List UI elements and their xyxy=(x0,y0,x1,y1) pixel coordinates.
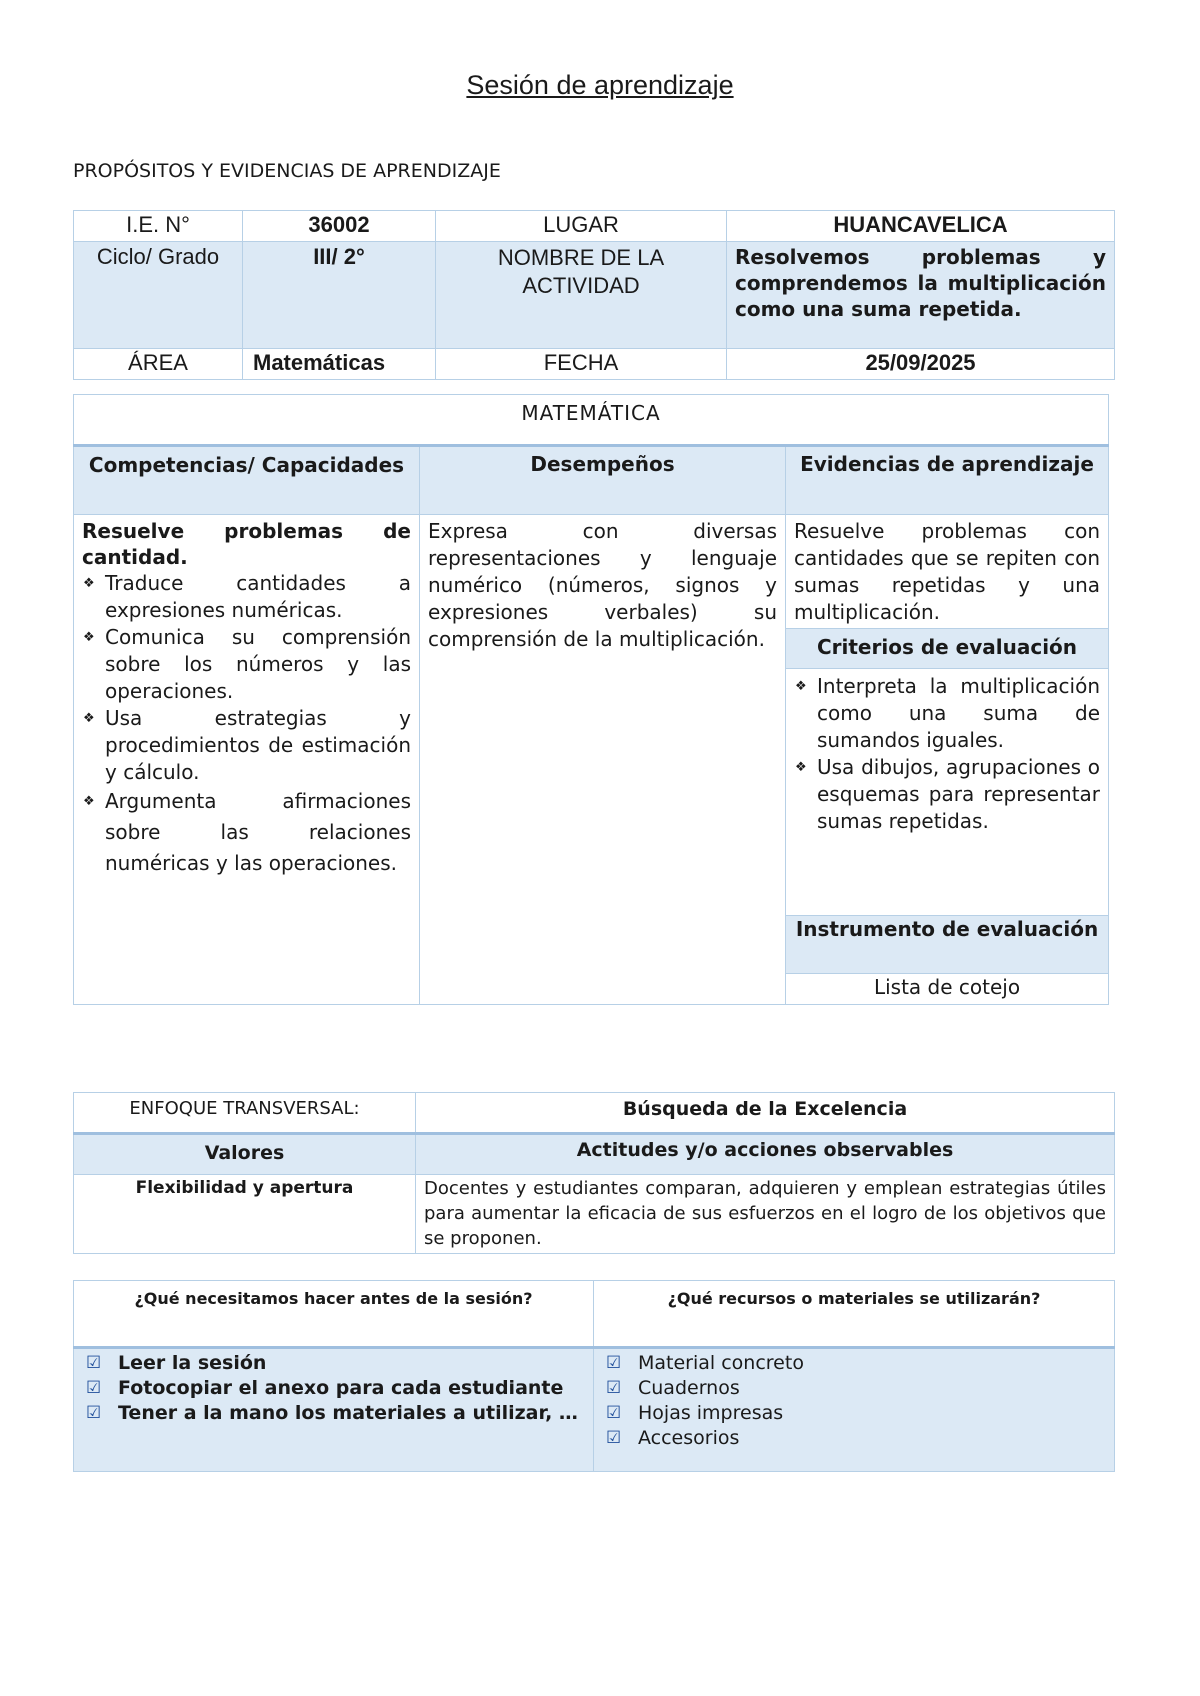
instrumento-header: Instrumento de evaluación xyxy=(786,916,1109,974)
criterio-item: ❖ Usa dibujos, agrupaciones o esquemas para representar sumas repetidas. xyxy=(795,755,1101,833)
checkbox-checked-icon: ☑ xyxy=(606,1378,622,1398)
checkbox-checked-icon: ☑ xyxy=(86,1403,102,1423)
diamond-bullet-icon: ❖ xyxy=(795,760,807,775)
enfoque-value: Búsqueda de la Excelencia xyxy=(416,1093,1115,1134)
actitudes-header: Actitudes y/o acciones observables xyxy=(416,1134,1115,1175)
diamond-bullet-icon: ❖ xyxy=(83,576,95,591)
criterios-list xyxy=(794,673,1100,835)
section-title: PROPÓSITOS Y EVIDENCIAS DE APRENDIZAJE xyxy=(73,160,501,182)
checkbox-checked-icon: ☑ xyxy=(606,1353,622,1373)
capacidad-item: ❖ Traduce cantidades a expresiones numéricas. xyxy=(83,571,411,622)
antes-item: ☑ Leer la sesión xyxy=(86,1352,267,1374)
enfoque-table xyxy=(73,1092,1115,1254)
criterios-cell xyxy=(786,669,1109,916)
diamond-bullet-icon: ❖ xyxy=(83,794,95,809)
checkbox-checked-icon: ☑ xyxy=(86,1353,102,1373)
preparacion-table xyxy=(73,1280,1115,1472)
recursos-cell xyxy=(594,1348,1115,1472)
recursos-header: ¿Qué recursos o materiales se utilizarán? xyxy=(594,1281,1115,1348)
valores-header: Valores xyxy=(74,1134,416,1175)
antes-item: ☑ Tener a la mano los materiales a utilizar, … xyxy=(86,1402,578,1424)
evidencia-cell: Resuelve problemas con cantidades que se repiten con sumas repetidas y una multiplicación. xyxy=(786,515,1109,629)
instrumento-value: Lista de cotejo xyxy=(786,974,1109,1005)
antes-header: ¿Qué necesitamos hacer antes de la sesión? xyxy=(74,1281,594,1348)
ie-label: I.E. N° xyxy=(74,211,243,242)
ciclo-value: III/ 2° xyxy=(243,242,436,349)
actitud-cell: Docentes y estudiantes comparan, adquieren y emplean estrategias útiles para aumentar la eficacia de sus esfuerzos en el logro de los objetivos que se proponen. xyxy=(416,1175,1115,1254)
valor-cell: Flexibilidad y apertura xyxy=(74,1175,416,1254)
checkbox-checked-icon: ☑ xyxy=(606,1428,622,1448)
fecha-value: 25/09/2025 xyxy=(727,349,1115,380)
area-label: ÁREA xyxy=(74,349,243,380)
competencias-header: Competencias/ Capacidades xyxy=(74,446,420,515)
math-header: MATEMÁTICA xyxy=(74,395,1109,446)
actividad-value: Resolvemos problemas y comprendemos la multiplicación como una suma repetida. xyxy=(727,242,1115,349)
recurso-item: ☑ Material concreto xyxy=(606,1352,804,1374)
capacidad-item: ❖ Argumenta afirmaciones sobre las relaciones numéricas y las operaciones. xyxy=(82,786,411,879)
math-table xyxy=(73,394,1109,1005)
recurso-item: ☑ Hojas impresas xyxy=(606,1402,784,1424)
area-value: Matemáticas xyxy=(243,349,436,380)
recurso-item: ☑ Accesorios xyxy=(606,1427,740,1449)
recursos-list xyxy=(602,1351,1106,1451)
capacidades-list xyxy=(82,570,411,879)
info-table xyxy=(73,210,1115,380)
ciclo-label: Ciclo/ Grado xyxy=(74,242,243,349)
evidencias-header: Evidencias de aprendizaje xyxy=(786,446,1109,515)
antes-cell xyxy=(74,1348,594,1472)
diamond-bullet-icon: ❖ xyxy=(795,679,807,694)
capacidad-item: ❖ Usa estrategias y procedimientos de estimación y cálculo. xyxy=(83,706,411,784)
competencias-cell xyxy=(74,515,420,1005)
criterios-header: Criterios de evaluación xyxy=(786,629,1109,669)
criterio-item: ❖ Interpreta la multiplicación como una suma de sumandos iguales. xyxy=(795,674,1101,752)
checkbox-checked-icon: ☑ xyxy=(86,1378,102,1398)
ie-value: 36002 xyxy=(243,211,436,242)
recurso-item: ☑ Cuadernos xyxy=(606,1377,740,1399)
lugar-label: LUGAR xyxy=(436,211,727,242)
enfoque-label: ENFOQUE TRANSVERSAL: xyxy=(74,1093,416,1134)
capacidad-item: ❖ Comunica su comprensión sobre los números y las operaciones. xyxy=(83,625,411,703)
checkbox-checked-icon: ☑ xyxy=(606,1403,622,1423)
actividad-label: NOMBRE DE LA ACTIVIDAD xyxy=(436,242,727,349)
antes-list xyxy=(82,1351,585,1426)
fecha-label: FECHA xyxy=(436,349,727,380)
diamond-bullet-icon: ❖ xyxy=(83,630,95,645)
desempenos-header: Desempeños xyxy=(420,446,786,515)
diamond-bullet-icon: ❖ xyxy=(83,711,95,726)
competencia-title: Resuelve problemas de cantidad. xyxy=(82,519,411,569)
document-title: Sesión de aprendizaje xyxy=(466,70,734,100)
desempeno-cell: Expresa con diversas representaciones y lenguaje numérico (números, signos y expresiones verbales) su comprensión de la multiplicación. xyxy=(420,515,786,1005)
antes-item: ☑ Fotocopiar el anexo para cada estudiante xyxy=(86,1377,564,1399)
lugar-value: HUANCAVELICA xyxy=(727,211,1115,242)
